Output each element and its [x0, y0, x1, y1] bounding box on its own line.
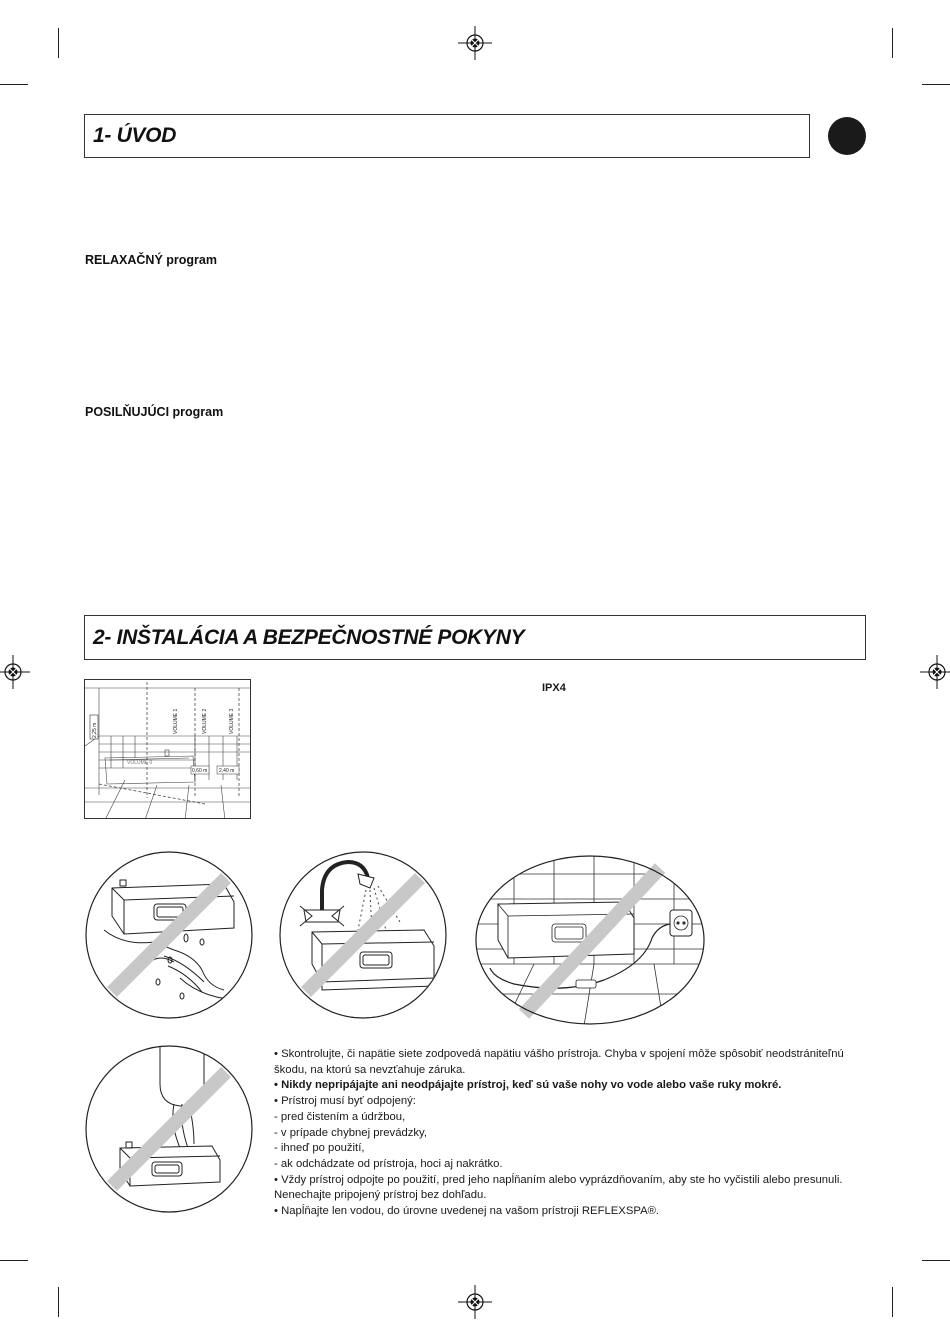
- registration-mark-icon: [458, 26, 492, 60]
- section-2-title: 2- INŠTALÁCIA A BEZPEČNOSTNÉ POKYNY: [93, 625, 525, 649]
- safety-item: • Prístroj musí byť odpojený:: [274, 1095, 416, 1108]
- crop-mark: [922, 1260, 950, 1261]
- safety-item: • Napĺňajte len vodou, do úrovne uvedenej na vašom prístroji REFLEXSPA®.: [274, 1205, 660, 1218]
- safety-item: • Skontrolujte, či napätie siete zodpovedá napätiu vášho prístroja. Chyba v spojení môže spôsobiť neodstrániteľnú škodu, na ktorú sa nevzťahuje záruka.: [274, 1048, 844, 1076]
- bathroom-zones-diagram: [84, 679, 251, 819]
- safety-item: • Vždy prístroj odpojte po použití, pred jeho napĺňaním alebo vyprázdňovaním, aby ste ho vyčistili alebo presunuli. Nenechajte pripojený prístroj bez dohľadu.: [274, 1173, 843, 1202]
- ipx-rating-label: IPX4: [542, 682, 566, 694]
- registration-mark-icon: [458, 1285, 492, 1319]
- relax-program-heading: RELAXAČNÝ program: [85, 253, 217, 267]
- no-bathroom-socket-illustration: [474, 854, 706, 1026]
- safety-item: - pred čistením a údržbou,: [274, 1110, 406, 1123]
- safety-item-warning: • Nikdy nepripájajte ani neodpájajte prístroj, keď sú vaše nohy vo vode alebo vaše ruky mokré.: [274, 1079, 782, 1092]
- crop-mark: [892, 28, 893, 58]
- section-2-header: [84, 615, 866, 660]
- safety-item: - ihneď po použití,: [274, 1142, 365, 1155]
- zone-label-3: VOLUME 3: [229, 708, 235, 734]
- crop-mark: [0, 1260, 28, 1261]
- section-1-header: [84, 114, 810, 158]
- crop-mark: [58, 1287, 59, 1317]
- height-label: 2,25 m: [92, 722, 98, 738]
- no-pulling-cable-illustration: [84, 1044, 254, 1214]
- bathroom-zones-drawing: [85, 680, 251, 819]
- section-1-title: 1- ÚVOD: [93, 124, 177, 147]
- no-water-tap-illustration: [278, 850, 448, 1020]
- safety-item: - v prípade chybnej prevádzky,: [274, 1126, 428, 1139]
- zone-label-0: VOLUME 0: [127, 760, 153, 766]
- zone-label-1: VOLUME 1: [173, 708, 179, 734]
- distance-label-2: 2,40 m: [219, 768, 235, 774]
- safety-instructions: [274, 1047, 854, 1220]
- no-wet-hands-illustration: [84, 850, 254, 1020]
- safety-item: - ak odchádzate od prístroja, hoci aj nakrátko.: [274, 1157, 503, 1170]
- crop-mark: [0, 84, 28, 85]
- zone-label-2: VOLUME 2: [202, 708, 208, 734]
- registration-mark-icon: [0, 655, 30, 689]
- registration-mark-icon: [920, 655, 950, 689]
- strength-program-heading: POSILŇUJÚCI program: [85, 405, 224, 419]
- crop-mark: [892, 1287, 893, 1317]
- crop-mark: [922, 84, 950, 85]
- language-tab-marker: [828, 117, 866, 155]
- distance-label-1: 0,60 m: [192, 768, 208, 774]
- crop-mark: [58, 28, 59, 58]
